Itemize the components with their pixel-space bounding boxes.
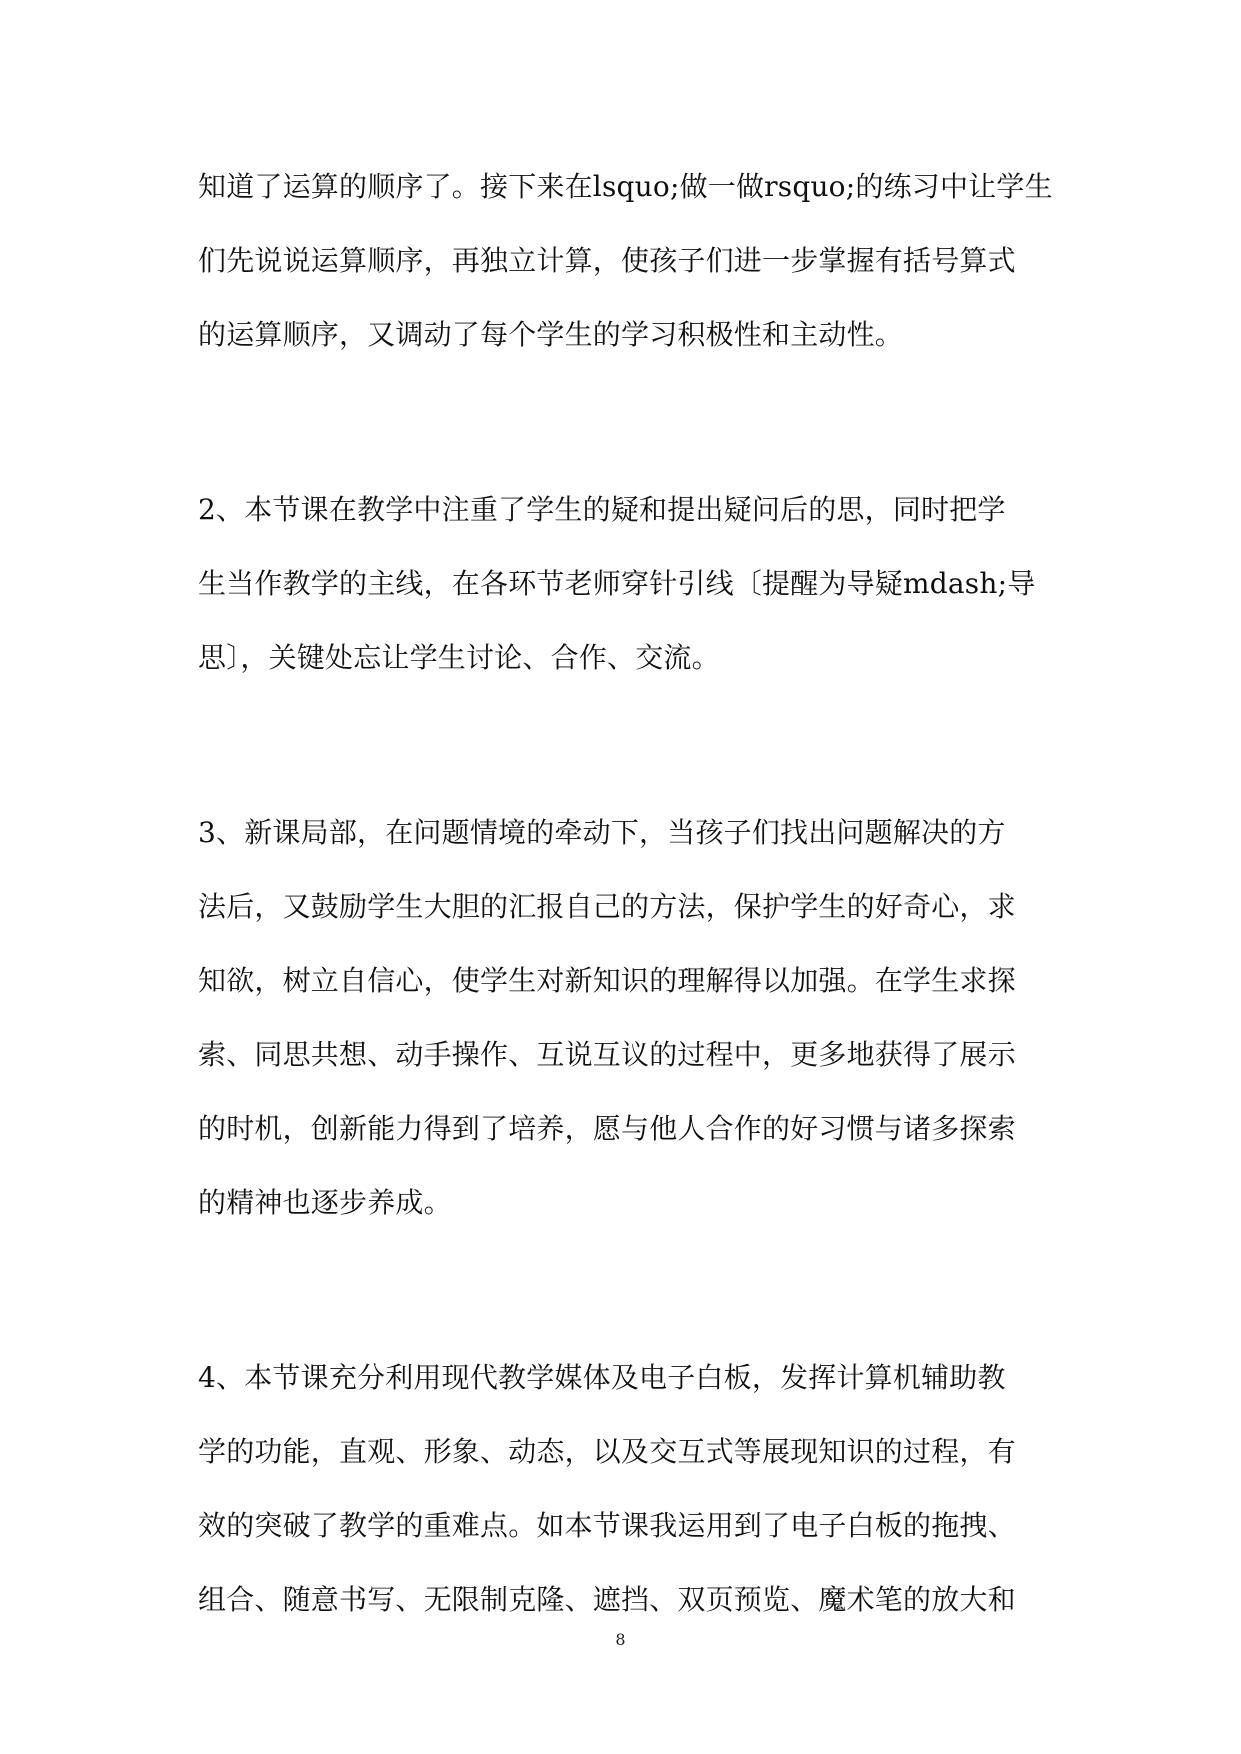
text-line: 组合、随意书写、无限制克隆、遮挡、双页预览、魔术笔的放大和 <box>198 1583 1016 1616</box>
paragraph-1 <box>198 150 1058 372</box>
paragraph-4 <box>198 1341 1058 1637</box>
text-line: 效的突破了教学的重难点。如本节课我运用到了电子白板的拖拽、 <box>198 1509 1016 1542</box>
text-line: 法后，又鼓励学生大胆的汇报自己的方法，保护学生的好奇心，求 <box>198 890 1016 923</box>
text-line: 2、本节课在教学中注重了学生的疑和提出疑问后的思，同时把学 <box>198 493 1006 526</box>
text-line: 生当作教学的主线，在各环节老师穿针引线〔提醒为导疑mdash;导 <box>198 567 1036 600</box>
text-line: 4、本节课充分利用现代教学媒体及电子白板，发挥计算机辅助教 <box>198 1361 1006 1394</box>
text-line: 们先说说运算顺序，再独立计算，使孩子们进一步掌握有括号算式 <box>198 244 1016 277</box>
paragraph-2 <box>198 473 1058 695</box>
text-line: 知道了运算的顺序了。接下来在lsquo;做一做rsquo;的练习中让学生 <box>198 170 1053 203</box>
page-number: 8 <box>615 1630 626 1649</box>
document-body <box>198 150 1058 1738</box>
text-line: 的精神也逐步养成。 <box>198 1186 452 1219</box>
text-line: 3、新课局部，在问题情境的牵动下，当孩子们找出问题解决的方 <box>198 816 1006 849</box>
text-line: 知欲，树立自信心，使学生对新知识的理解得以加强。在学生求探 <box>198 964 1016 997</box>
text-line: 思〕，关键处忘让学生讨论、合作、交流。 <box>198 641 720 674</box>
text-line: 学的功能，直观、形象、动态，以及交互式等展现知识的过程，有 <box>198 1435 1016 1468</box>
paragraph-3 <box>198 796 1058 1240</box>
text-line: 索、同思共想、动手操作、互说互议的过程中，更多地获得了展示 <box>198 1038 1016 1071</box>
text-line: 的运算顺序，又调动了每个学生的学习积极性和主动性。 <box>198 318 904 351</box>
text-line: 的时机，创新能力得到了培养，愿与他人合作的好习惯与诸多探索 <box>198 1112 1016 1145</box>
